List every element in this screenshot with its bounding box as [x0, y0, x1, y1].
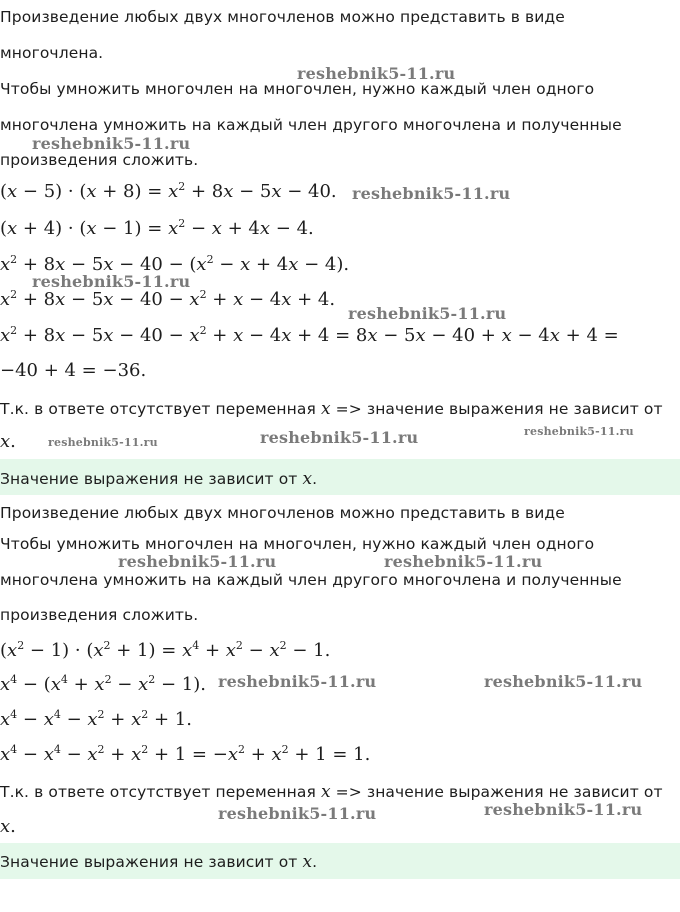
math-line-3: $x^4 - x^4 - x^2 + x^2 + 1$. — [0, 708, 192, 730]
watermark: reshebnik5-11.ru — [218, 672, 377, 691]
math-line-4: $x^2 + 8x - 5x - 40 - x^2 + x - 4x + 4$. — [0, 288, 336, 310]
rule-text-1: Произведение любых двух многочленов можно представить в виде — [0, 8, 565, 26]
rule-text-2: многочлена. — [0, 44, 104, 62]
rule-text-3: Чтобы умножить многочлен на многочлен, нужно каждый член одного — [0, 80, 595, 98]
conclusion-variable: x. — [0, 431, 16, 452]
watermark: reshebnik5-11.ru — [348, 304, 507, 323]
watermark: reshebnik5-11.ru — [384, 552, 543, 571]
watermark: reshebnik5-11.ru — [484, 800, 643, 819]
watermark: reshebnik5-11.ru — [218, 804, 377, 823]
math-line-5: $x^2 + 8x - 5x - 40 - x^2 + x - 4x + 4 = 8x - 5x - 40 + x - 4x + 4$ = — [0, 324, 619, 346]
conclusion-text: Т.к. в ответе отсутствует переменная x => значение выражения не зависит от — [0, 399, 663, 419]
math-line-3: $x^2 + 8x - 5x - 40 - (x^2 - x + 4x - 4)$. — [0, 253, 350, 275]
rule-text-3: Чтобы умножить многочлен на многочлен, нужно каждый член одного — [0, 535, 595, 553]
watermark: reshebnik5-11.ru — [524, 425, 634, 438]
math-line-4: $x^4 - x^4 - x^2 + x^2 + 1 = -x^2 + x^2 + 1 = 1$. — [0, 743, 371, 765]
rule-text-4: многочлена умножить на каждый член другого многочлена и полученные — [0, 571, 622, 589]
math-line-2: $(x + 4) \cdot (x - 1) = x^2 - x + 4x - 4$. — [0, 217, 314, 239]
watermark: reshebnik5-11.ru — [118, 552, 277, 571]
conclusion-variable: x. — [0, 816, 16, 837]
watermark: reshebnik5-11.ru — [297, 64, 456, 83]
watermark: reshebnik5-11.ru — [352, 184, 511, 203]
rule-text-4: многочлена умножить на каждый член другого многочлена и полученные — [0, 116, 622, 134]
watermark: reshebnik5-11.ru — [48, 436, 158, 449]
rule-text-1: Произведение любых двух многочленов можно представить в виде — [0, 504, 565, 522]
math-line-1: $(x - 5) \cdot (x + 8) = x^2 + 8x - 5x - 40$. — [0, 180, 337, 202]
watermark: reshebnik5-11.ru — [260, 428, 419, 447]
watermark: reshebnik5-11.ru — [484, 672, 643, 691]
rule-text-5: произведения сложить. — [0, 151, 199, 169]
answer-text: Значение выражения не зависит от x. — [0, 852, 318, 872]
answer-text: Значение выражения не зависит от x. — [0, 469, 318, 489]
math-line-2: $x^4 - (x^4 + x^2 - x^2 - 1)$. — [0, 673, 206, 695]
conclusion-text: Т.к. в ответе отсутствует переменная x => значение выражения не зависит от — [0, 782, 663, 802]
math-line-1: $(x^2 - 1) \cdot (x^2 + 1) = x^4 + x^2 - x^2 - 1$. — [0, 639, 331, 661]
watermark: reshebnik5-11.ru — [32, 134, 191, 153]
watermark: reshebnik5-11.ru — [32, 272, 191, 291]
rule-text-5: произведения сложить. — [0, 606, 199, 624]
math-line-6: −40 + 4 = −36. — [0, 360, 147, 381]
